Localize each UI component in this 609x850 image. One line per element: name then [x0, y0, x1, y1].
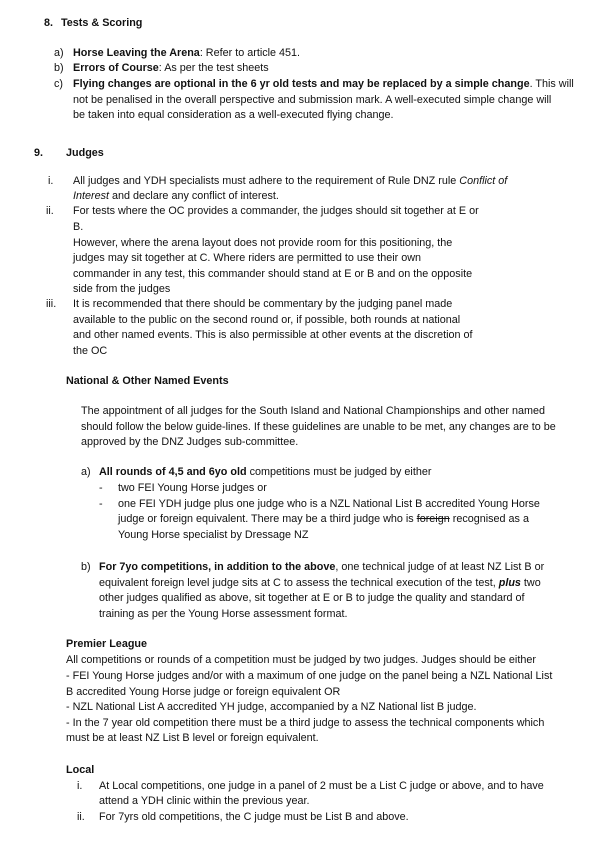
item-text: : Refer to article 451. [199, 47, 301, 59]
list-marker: a) [54, 47, 64, 59]
item-text-line: commander in any test, this commander should stand at E or B and on the opposite [73, 268, 473, 280]
list-marker: a) [81, 466, 91, 478]
emphasis-word: plus [498, 577, 521, 589]
list-marker: c) [54, 78, 63, 90]
item-text-line: attend a YDH clinic within the previous year. [99, 795, 310, 807]
local-heading: Local [66, 764, 95, 776]
rule-name-italic: Interest [73, 190, 110, 202]
section-8-number: 8. [44, 17, 54, 29]
paragraph-line: The appointment of all judges for the South Island and National Championships and other named [81, 405, 545, 417]
item-bold-label: All rounds of 4,5 and 6yo old [99, 466, 247, 478]
item-text: . This will [529, 78, 574, 90]
bullet-item: one FEI YDH judge plus one judge who is a NZL National List B accredited Young Horse [118, 498, 540, 510]
item-text-line: training as per the Young Horse assessment format. [99, 608, 348, 620]
item-text-line: the OC [73, 345, 108, 357]
paragraph-line: B accredited Young Horse judge or foreign equivalent OR [66, 686, 341, 698]
item-text: : As per the test sheets [158, 62, 269, 74]
national-heading: National & Other Named Events [66, 375, 229, 387]
paragraph-line: approved by the DNZ Judges sub-committee. [81, 436, 299, 448]
section-9-title: Judges [66, 147, 104, 159]
item-text-line: It is recommended that there should be commentary by the judging panel made [73, 298, 453, 310]
section-8-title: Tests & Scoring [61, 17, 143, 29]
list-item [73, 77, 574, 93]
item-text-line: and other named events. This is also permissible at other events at the discretion of [73, 329, 473, 341]
section-9-number: 9. [34, 147, 44, 159]
list-item [99, 560, 544, 576]
list-marker: b) [81, 561, 91, 573]
item-text: competitions must be judged by either [246, 466, 432, 478]
item-text-line: However, where the arena layout does not provide room for this positioning, the [73, 237, 453, 249]
paragraph-line: must be at least NZ List B level or foreign equivalent. [66, 732, 319, 744]
bullet-item-line: Young Horse specialist by Dressage NZ [118, 529, 309, 541]
item-bold-label: Errors of Course [73, 62, 159, 74]
item-text: equivalent foreign level judge sits at C to assess the technical execution of the test, [99, 577, 499, 589]
item-text-line: be taken into equal consideration as a well-executed flying change. [73, 109, 394, 121]
item-text: All judges and YDH specialists must adhere to the requirement of Rule DNZ rule [73, 175, 460, 187]
paragraph-line: - In the 7 year old competition there must be a third judge to assess the technical components which [66, 717, 545, 729]
item-text-line: other judges qualified as above, sit together at E or B to judge the quality and standard of [99, 592, 525, 604]
paragraph-line: All competitions or rounds of a competition must be judged by two judges. Judges should be either [66, 654, 536, 666]
item-text-line [99, 576, 541, 592]
list-marker: ii. [46, 205, 54, 217]
paragraph-line: - FEI Young Horse judges and/or with a maximum of one judge on the panel being a NZL National List [66, 670, 553, 682]
list-marker: iii. [46, 298, 57, 310]
item-text-line: At Local competitions, one judge in a panel of 2 must be a List C judge or above, and to have [99, 780, 544, 792]
item-text-line: For tests where the OC provides a commander, the judges should sit together at E or [73, 205, 479, 217]
item-bold-label: Flying changes are optional in the 6 yr old tests and may be replaced by a simple change [73, 78, 530, 90]
list-marker: ii. [77, 811, 85, 823]
item-bold-label: For 7yo competitions, in addition to the above [99, 561, 336, 573]
item-text-line [73, 189, 279, 205]
item-text: judge or foreign equivalent. There may be a third judge who is [118, 513, 417, 525]
premier-heading: Premier League [66, 638, 148, 650]
list-item [73, 46, 300, 62]
list-item [73, 61, 269, 77]
bullet-dash: - [99, 498, 103, 510]
item-text-line: judges may sit together at C. Where riders are permitted to use their own [73, 252, 422, 264]
list-item [99, 465, 431, 481]
item-text-line: For 7yrs old competitions, the C judge must be List B and above. [99, 811, 409, 823]
paragraph-line: should follow the below guide-lines. If these guidelines are unable to be met, any changes are to be [81, 421, 556, 433]
list-marker: b) [54, 62, 64, 74]
bullet-item: two FEI Young Horse judges or [118, 482, 267, 494]
bullet-dash: - [99, 482, 103, 494]
item-text-line: available to the public on the second round or, if possible, both rounds at national [73, 314, 461, 326]
item-text-line: side from the judges [73, 283, 171, 295]
struck-word: foreign [416, 513, 450, 525]
item-bold-label: Horse Leaving the Arena [73, 47, 200, 59]
item-text-line: B. [73, 221, 84, 233]
item-text-line: not be penalised in the overall perspective and submission mark. A well-executed simple change will [73, 94, 552, 106]
list-marker: i. [48, 175, 54, 187]
item-text: and declare any conflict of interest. [109, 190, 279, 202]
paragraph-line: - NZL National List A accredited YH judge, accompanied by a NZ National list B judge. [66, 701, 477, 713]
item-text: recognised as a [449, 513, 529, 525]
item-text: , one technical judge of at least NZ List B or [335, 561, 545, 573]
list-item [73, 174, 507, 190]
item-text: two [520, 577, 541, 589]
bullet-item-line [118, 512, 529, 528]
rule-name-italic: Conflict of [459, 175, 508, 187]
list-marker: i. [77, 780, 83, 792]
